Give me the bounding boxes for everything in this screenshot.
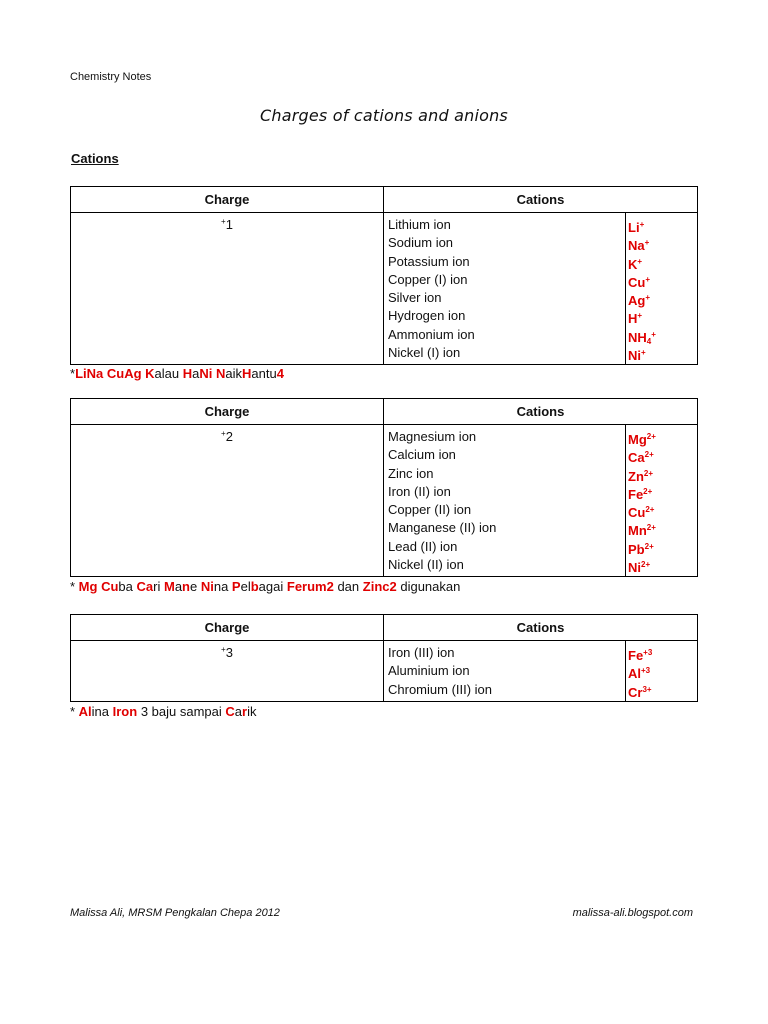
mnemonic-text: digunakan	[396, 579, 461, 594]
charge-value	[71, 425, 384, 577]
ion-charge: +	[645, 293, 651, 303]
ion-symbol: Mn	[628, 523, 647, 539]
footer-blog-url: malissa-ali.blogspot.com	[572, 907, 693, 919]
ion-charge: 2+	[643, 468, 654, 478]
mnemonic-text: a	[192, 366, 200, 381]
ion-charge: +	[637, 311, 643, 321]
ion-formula	[628, 216, 697, 234]
ion-formula	[628, 253, 697, 271]
ion-name: Silver ion	[388, 290, 442, 306]
cations-table-charge-2	[70, 398, 698, 577]
ion-formula	[628, 662, 697, 680]
mnemonic-highlight: r	[242, 704, 248, 719]
ion-charge: 2+	[641, 560, 651, 570]
ion-names-cell	[384, 641, 626, 702]
ion-charge: 2+	[643, 486, 653, 496]
ion-symbol: Cr	[628, 684, 643, 700]
ion-name: Potassium ion	[388, 253, 470, 269]
mnemonic-highlight: n	[182, 579, 190, 594]
ion-symbol: Ni	[628, 348, 641, 364]
mnemonic-text: 3 baju sampai	[137, 704, 226, 719]
ion-name: Zinc ion	[388, 465, 434, 481]
mnemonic-highlight: Iron	[112, 704, 138, 719]
ion-symbol: Al	[628, 666, 641, 682]
ion-name: Magnesium ion	[388, 429, 477, 444]
charge-value	[71, 641, 384, 702]
mnemonic-line	[70, 366, 284, 381]
ion-formula	[628, 465, 697, 483]
ion-name: Calcium ion	[388, 447, 456, 463]
page-title: Charges of cations and anions	[260, 106, 508, 125]
ion-formula	[628, 326, 697, 344]
ion-name: Copper (I) ion	[388, 271, 468, 287]
mnemonic-text: e	[190, 579, 201, 594]
charge-sign: +	[221, 645, 226, 654]
mnemonic-highlight: Ni	[200, 579, 214, 594]
ion-name: Sodium ion	[388, 235, 454, 251]
ion-formula	[628, 446, 697, 464]
ion-formula	[628, 644, 697, 662]
ion-formula	[628, 519, 697, 537]
ion-charge: +	[645, 274, 651, 284]
mnemonic-highlight: K	[145, 366, 155, 381]
mnemonic-highlight: Cu	[101, 579, 119, 594]
mnemonic-text: el	[240, 579, 251, 594]
ion-formula	[628, 289, 697, 307]
mnemonic-text: a	[174, 579, 183, 594]
ion-symbol: Mg	[628, 432, 647, 447]
ion-symbol: Fe	[628, 648, 644, 663]
charge-sign: +	[221, 429, 226, 438]
ion-name: Copper (II) ion	[388, 502, 472, 518]
ion-charge: +	[644, 238, 650, 248]
ion-formula	[628, 428, 697, 446]
ion-charge: 2+	[645, 505, 655, 515]
mnemonic-text: *	[70, 579, 79, 594]
mnemonic-highlight: Ni	[199, 366, 213, 381]
mnemonic-highlight: Ferum2	[286, 579, 334, 594]
mnemonic-highlight: Ca	[136, 579, 154, 594]
ion-charge: 2+	[644, 541, 654, 551]
footer-author: Malissa Ali, MRSM Pengkalan Chepa 2012	[70, 907, 280, 919]
ion-symbol: Ni	[628, 560, 641, 576]
ion-formula	[628, 307, 697, 325]
ion-formula	[628, 344, 697, 362]
ion-charge: +3	[643, 648, 653, 657]
charge-number: 3	[225, 645, 233, 660]
mnemonic-highlight: H	[182, 366, 193, 381]
mnemonic-highlight: CuAg	[106, 366, 142, 381]
mnemonic-highlight: b	[250, 579, 259, 594]
mnemonic-text: ba	[118, 579, 137, 594]
ion-formula	[628, 271, 697, 289]
mnemonic-highlight: Zinc2	[362, 579, 397, 594]
ion-name: Aluminium ion	[388, 663, 470, 679]
ion-symbol: Li	[628, 220, 640, 235]
cations-column-header: Cations	[384, 399, 698, 425]
mnemonic-text: *	[70, 366, 76, 381]
charge-value	[71, 213, 384, 365]
mnemonic-highlight: Al	[78, 704, 92, 719]
ion-name: Manganese (II) ion	[388, 520, 497, 536]
ion-names-cell	[384, 213, 626, 365]
charge-column-header: Charge	[71, 399, 384, 425]
ion-charge: 2+	[646, 523, 656, 533]
mnemonic-text: agai	[258, 579, 287, 594]
ion-formulas-cell	[626, 641, 698, 702]
mnemonic-highlight: H	[242, 366, 252, 381]
mnemonic-line	[70, 704, 256, 719]
ion-symbol: Fe	[628, 486, 644, 502]
ion-formula	[628, 501, 697, 519]
ion-symbol: Zn	[628, 468, 644, 484]
mnemonic-text: alau	[154, 366, 183, 381]
ion-formulas-cell	[626, 425, 698, 577]
ion-symbol: H	[628, 311, 638, 327]
ion-charge: 2+	[644, 450, 654, 460]
ion-charge: 3+	[642, 684, 652, 694]
ion-formula	[628, 556, 697, 574]
charge-number: 2	[225, 429, 233, 444]
mnemonic-highlight: LiNa	[75, 366, 104, 381]
ion-name: Iron (II) ion	[388, 483, 451, 499]
ion-formula	[628, 681, 697, 699]
mnemonic-highlight: C	[225, 704, 235, 719]
ion-symbol: Ca	[628, 450, 645, 466]
ion-name: Lithium ion	[388, 217, 451, 232]
mnemonic-text: a	[234, 704, 242, 719]
mnemonic-line	[70, 579, 460, 594]
ion-symbol: NH	[628, 329, 647, 345]
mnemonic-text: ina	[91, 704, 113, 719]
ion-formula	[628, 483, 697, 501]
ion-name: Nickel (II) ion	[388, 557, 464, 573]
mnemonic-highlight: Mg	[78, 579, 98, 594]
ion-charge: 2+	[646, 432, 656, 441]
ion-formulas-cell	[626, 213, 698, 365]
charge-column-header: Charge	[71, 187, 384, 213]
section-heading-cations: Cations	[71, 151, 119, 166]
mnemonic-text: ik	[247, 704, 257, 719]
ion-name: Ammonium ion	[388, 326, 475, 342]
mnemonic-text: na	[213, 579, 232, 594]
ion-charge: +	[651, 329, 656, 339]
ion-formula	[628, 234, 697, 252]
ion-name: Iron (III) ion	[388, 645, 455, 660]
ion-symbol: Cu	[628, 505, 646, 521]
mnemonic-text: ri	[153, 579, 164, 594]
ion-name: Nickel (I) ion	[388, 345, 461, 361]
ion-name: Hydrogen ion	[388, 308, 466, 324]
cations-column-header: Cations	[384, 615, 698, 641]
ion-charge: +	[641, 348, 646, 358]
cations-column-header: Cations	[384, 187, 698, 213]
cations-table-charge-3	[70, 614, 698, 702]
ion-charge: +	[637, 256, 643, 266]
mnemonic-highlight: M	[163, 579, 175, 594]
document-label: Chemistry Notes	[70, 71, 152, 83]
mnemonic-text: aik	[225, 366, 243, 381]
ion-symbol: K	[628, 256, 638, 272]
mnemonic-highlight: 4	[276, 366, 284, 381]
ion-formula	[628, 538, 697, 556]
ion-charge: +3	[641, 666, 651, 676]
mnemonic-highlight: N	[216, 366, 226, 381]
ion-name: Lead (II) ion	[388, 538, 458, 554]
mnemonic-text: antu	[251, 366, 277, 381]
mnemonic-highlight: P	[231, 579, 241, 594]
ion-symbol: Ag	[628, 293, 646, 309]
ion-symbol: Pb	[628, 541, 645, 557]
ion-symbol: Cu	[628, 274, 646, 290]
ion-name: Chromium (III) ion	[388, 681, 493, 697]
charge-sign: +	[221, 217, 226, 226]
ion-subscript: 4	[646, 336, 652, 346]
ion-charge: +	[639, 220, 645, 229]
cations-table-charge-1	[70, 186, 698, 365]
ion-symbol: Na	[628, 238, 645, 254]
charge-number: 1	[225, 217, 233, 232]
ion-names-cell	[384, 425, 626, 577]
mnemonic-text: *	[70, 704, 79, 719]
charge-column-header: Charge	[71, 615, 384, 641]
mnemonic-text: dan	[333, 579, 363, 594]
